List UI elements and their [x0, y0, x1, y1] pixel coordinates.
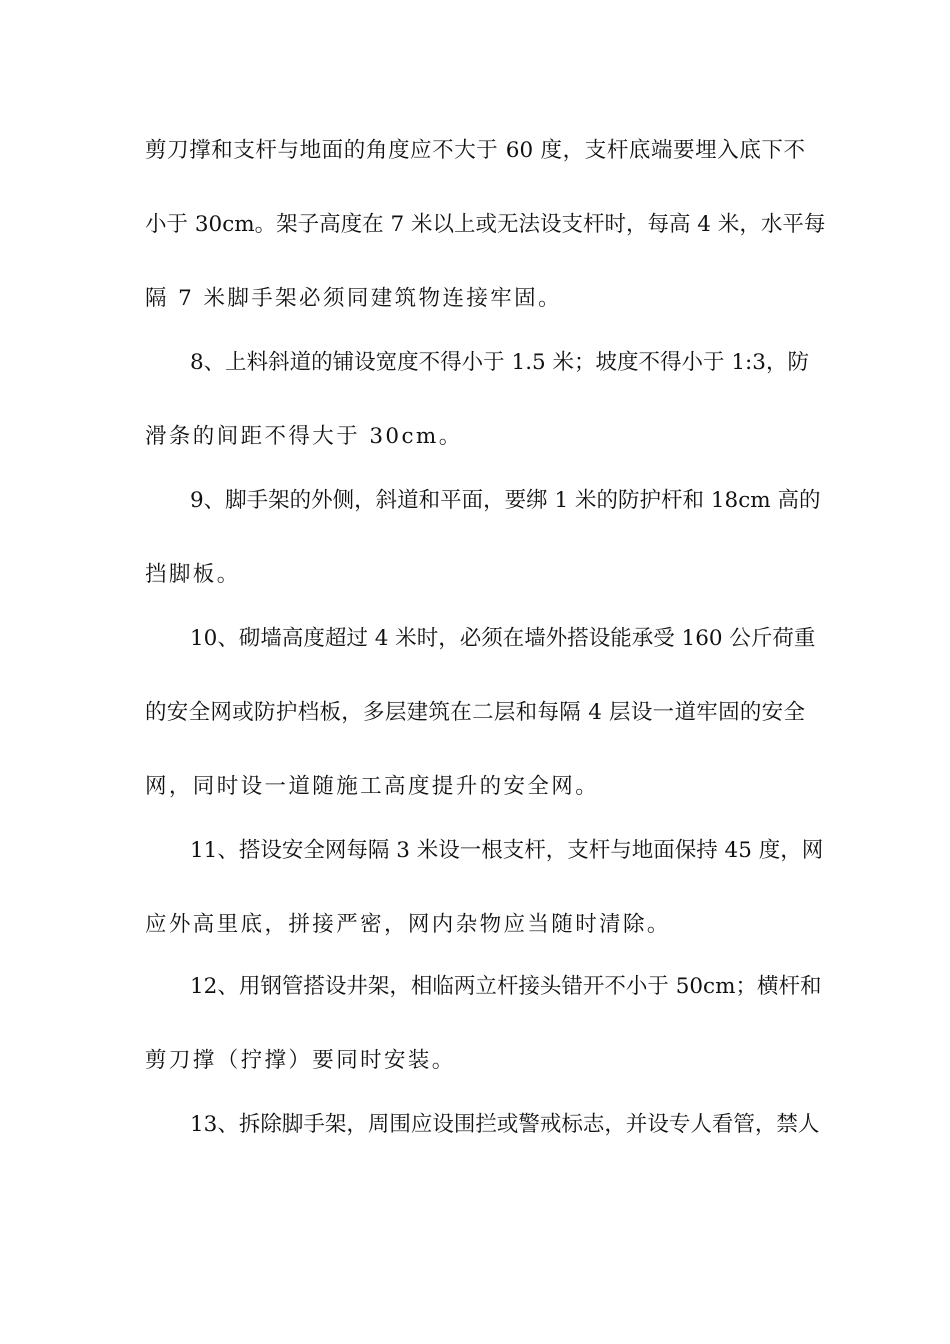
text-line: 应外高里底，拼接严密，网内杂物应当随时清除。: [145, 912, 671, 937]
text-line: 剪刀撑和支杆与地面的角度应不大于 60 度，支杆底端要埋入底下不: [145, 138, 805, 163]
text-line: 11、搭设安全网每隔 3 米设一根支杆，支杆与地面保持 45 度，网: [190, 838, 824, 863]
text-line: 12、用钢管搭设井架，相临两立杆接头错开不小于 50cm；横杆和: [190, 974, 822, 999]
text-line: 滑条的间距不得大于 30cm。: [145, 424, 463, 449]
text-line: 13、拆除脚手架，周围应设围拦或警戒标志，并设专人看管，禁人: [190, 1112, 820, 1137]
text-line: 剪刀撑（拧撑）要同时安装。: [145, 1048, 456, 1073]
text-line: 10、砌墙高度超过 4 米时，必须在墙外搭设能承受 160 公斤荷重: [190, 626, 816, 651]
text-line: 9、脚手架的外侧，斜道和平面，要绑 1 米的防护杆和 18cm 高的: [190, 488, 821, 513]
text-line: 小于 30cm。架子高度在 7 米以上或无法设支杆时，每高 4 米，水平每: [145, 212, 826, 237]
text-line: 的安全网或防护档板，多层建筑在二层和每隔 4 层设一道牢固的安全: [145, 700, 805, 725]
text-line: 挡脚板。: [145, 562, 241, 587]
text-line: 8、上料斜道的铺设宽度不得小于 1.5 米；坡度不得小于 1:3，防: [190, 350, 809, 375]
text-line: 隔 7 米脚手架必须同建筑物连接牢固。: [145, 286, 562, 311]
text-line: 网，同时设一道随施工高度提升的安全网。: [145, 774, 600, 799]
